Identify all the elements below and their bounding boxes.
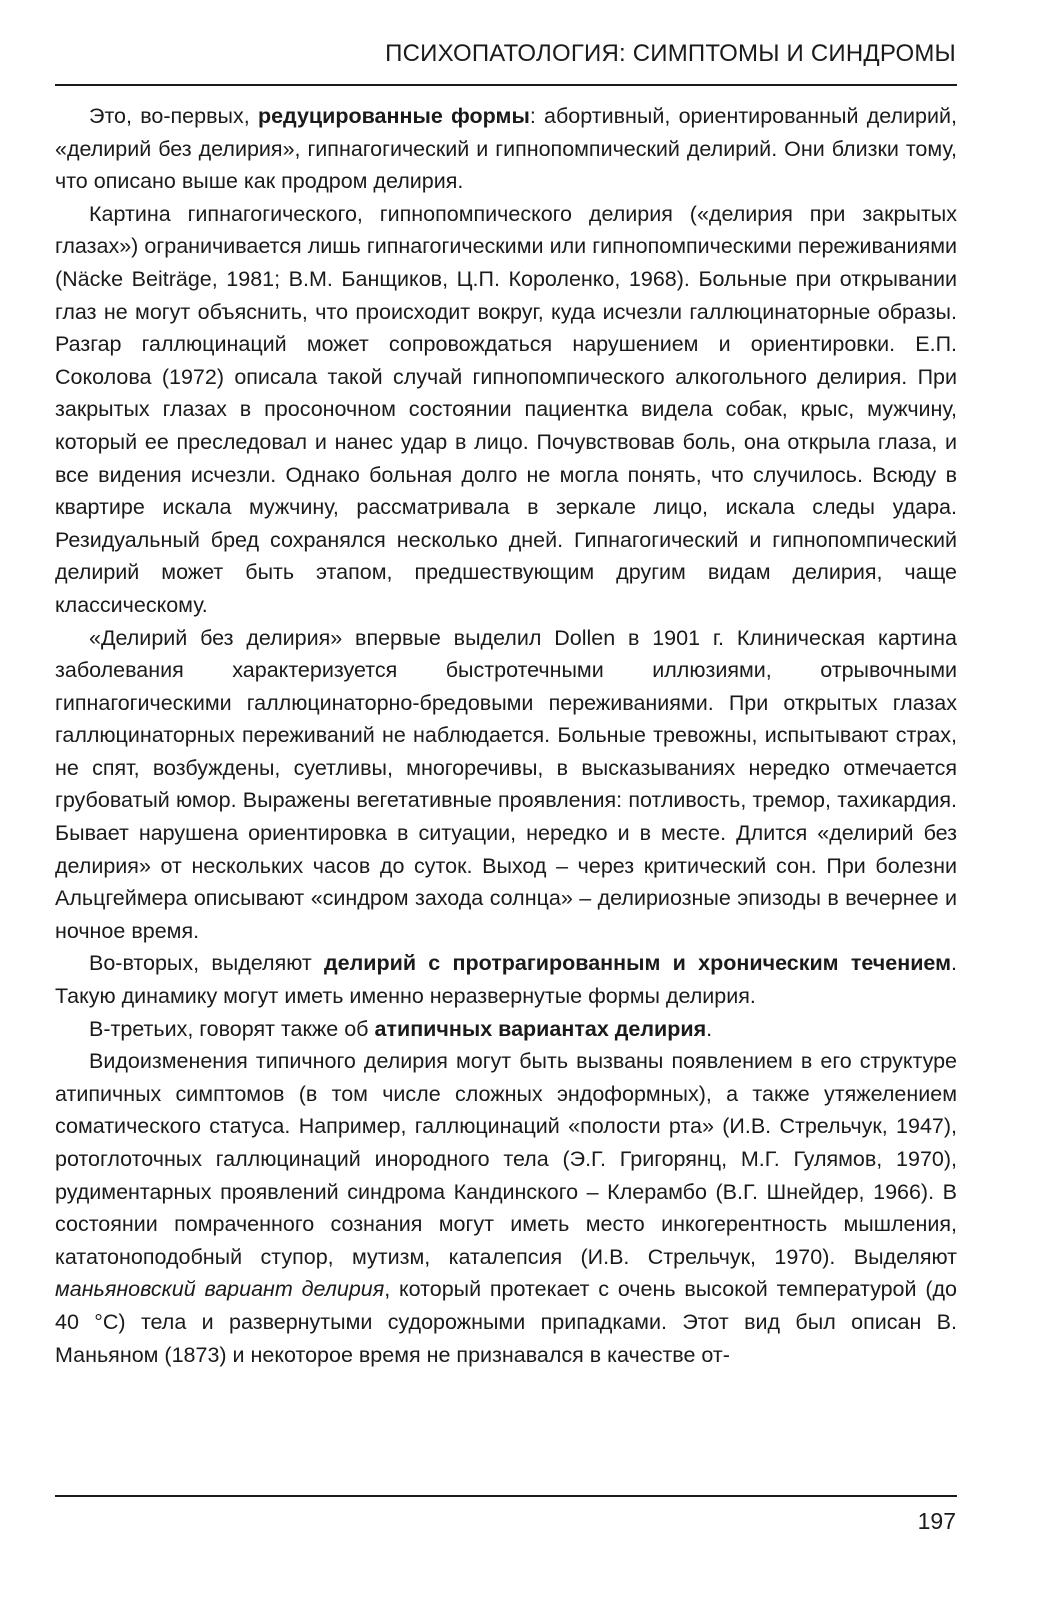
paragraph-atypical-details: Видоизменения типичного делирия могут быть вызваны появлением в его структуре атипичных симптомов (в том числе сложных эндоформных), а также утяжелением соматического статуса. Например, галлюцинаций «полости рта» (И.В. Стрельчук, 1947), ротоглоточных галлюцинаций инородного тела (Э.Г. Григорянц, М.Г. Гулямов, 1970), рудиментарных проявлений синдрома Кандинского – Клерамбо (В.Г. Шнейдер, 1966). В состоянии помраченного сознания могут иметь место инкогерентность мышления, кататоноподобный ступор, мутизм, каталепсия (И.В. Стрельчук, 1970). Выделяют маньяновский вариант делирия, который протекает с очень высокой температурой (до 40 °C) тела и развернутыми судорожными припадками. Этот вид был описан В. Маньяном (1873) и некоторое время не признавался в качестве от- bbox=[55, 1049, 957, 1367]
paragraph-atypical-variants: В-третьих, говорят также об атипичных вариантах делирия. bbox=[89, 1016, 713, 1041]
term-atypical-variants: атипичных вариантах делирия bbox=[374, 1016, 707, 1041]
paragraph-reduced-forms: Это, во-первых, редуцированные формы: абортивный, ориентированный делирий, «делирий без делирия», гипнагогический и гипнопомпический делирий. Они близки тому, что описано выше как продром делирия. bbox=[55, 104, 957, 194]
term-magnan-variant: маньяновский вариант делирия bbox=[55, 1277, 385, 1302]
footer-rule bbox=[55, 1495, 957, 1497]
header-rule bbox=[55, 84, 957, 86]
running-title: ПСИХОПАТОЛОГИЯ: СИМПТОМЫ И СИНДРОМЫ bbox=[385, 40, 956, 67]
term-reduced-forms: редуцированные формы bbox=[257, 104, 530, 128]
page-body bbox=[55, 100, 957, 1371]
paragraph-hypnagogic-delirium: Картина гипнагогического, гипнопомпического делирия («делирия при закрытых глазах») ограничивается лишь гипнагогическими или гипнопомпическими переживаниями (Näcke Beiträge, 1981; В.М. Банщиков, Ц.П. Короленко, 1968). Больные при открывании глаз не могут объяснить, что происходит вокруг, куда исчезли галлюцинаторные образы. Разгар галлюцинаций может сопровождаться нарушением и ориентировки. Е.П. Соколова (1972) описала такой случай гипнопомпического алкогольного делирия. При закрытых глазах в просоночном состоянии пациентка видела собак, крыс, мужчину, который ее преследовал и нанес удар в лицо. Почувствовав боль, она открыла глаза, и все видения исчезли. Однако больная долго не могла понять, что случилось. Всюду в квартире искала мужчину, рассматривала в зеркале лицо, искала следы удара. Резидуальный бред сохранялся несколько дней. Гипнагогический и гипнопомпический делирий может быть этапом, предшествующим другим видам делирия, чаще классическому. bbox=[55, 201, 957, 617]
paragraph-protracted-delirium: Во-вторых, выделяют делирий с протрагированным и хроническим течением. Такую динамику могут иметь именно неразвернутые формы делирия. bbox=[55, 951, 957, 1009]
page-number: 197 bbox=[917, 1508, 956, 1534]
term-protracted-delirium: делирий с протрагированным и хроническим течением bbox=[323, 951, 952, 976]
paragraph-delirium-without-delirium: «Делирий без делирия» впервые выделил Dollen в 1901 г. Клиническая картина заболевания характеризуется быстротечными иллюзиями, отрывочными гипнагогическими галлюцинаторно-бредовыми переживаниями. При открытых глазах галлюцинаторных переживаний не наблюдается. Больные тревожны, испытывают страх, не спят, возбуждены, суетливы, многоречивы, в высказываниях нередко отмечается грубоватый юмор. Выражены вегетативные проявления: потливость, тремор, тахикардия. Бывает нарушена ориентировка в ситуации, нередко и в месте. Длится «делирий без делирия» от нескольких часов до суток. Выход – через критический сон. При болезни Альцгеймера описывают «синдром захода солнца» – делириозные эпизоды в вечернее и ночное время. bbox=[55, 625, 957, 943]
